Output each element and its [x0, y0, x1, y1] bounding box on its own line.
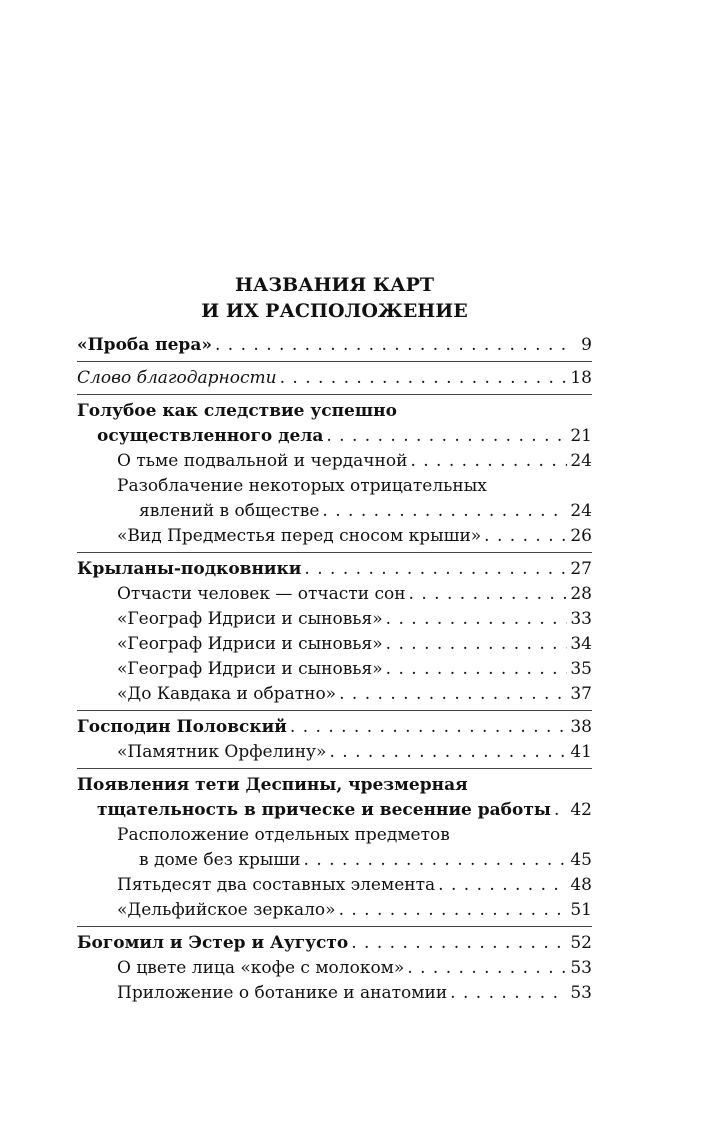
toc-entry-page: 18 — [570, 368, 592, 388]
dot-leader — [215, 333, 567, 358]
toc-entry[interactable] — [77, 715, 592, 740]
dot-leader — [438, 873, 567, 898]
toc-entry-label: «Географ Идриси и сыновья» — [117, 609, 383, 629]
toc-entry[interactable] — [77, 682, 592, 707]
toc-entry-label: Господин Половский — [77, 717, 287, 737]
toc-entry-page: 38 — [570, 717, 592, 737]
toc-entry-label: Слово благодарности — [77, 368, 277, 388]
dot-leader — [280, 366, 567, 391]
toc-entry-page: 35 — [570, 659, 592, 679]
group-divider — [77, 361, 592, 362]
toc-entry[interactable] — [77, 898, 592, 923]
toc-entry[interactable] — [77, 931, 592, 956]
toc-entry[interactable] — [77, 524, 592, 549]
toc-entry-page: 33 — [570, 609, 592, 629]
dot-leader — [339, 682, 567, 707]
dot-leader — [409, 582, 567, 607]
toc-entry-label: Приложение о ботанике и анатомии — [117, 983, 448, 1003]
toc-entry[interactable] — [77, 848, 592, 873]
toc-group-polovsky — [77, 715, 592, 765]
toc-entry[interactable] — [77, 740, 592, 765]
dot-leader — [484, 524, 567, 549]
toc-entry-page: 28 — [570, 584, 592, 604]
toc-title — [77, 272, 592, 324]
toc-entry[interactable] — [77, 557, 592, 582]
toc-entry-label: Пятьдесят два составных элемента — [117, 875, 436, 895]
toc-entry-page: 53 — [570, 983, 592, 1003]
toc-entry-page: 45 — [570, 850, 592, 870]
toc-entry-label: «Географ Идриси и сыновья» — [117, 659, 383, 679]
group-divider — [77, 552, 592, 553]
dot-leader — [326, 424, 567, 449]
dot-leader — [386, 607, 567, 632]
toc-entry-label: О цвете лица «кофе с молоком» — [117, 958, 405, 978]
toc-entry-label: Крыланы-подковники — [77, 559, 302, 579]
dot-leader — [407, 956, 567, 981]
toc-group-goluboe — [77, 399, 592, 549]
toc-entry-label: «Вид Предместья перед сносом крыши» — [117, 526, 482, 546]
toc-entry-page: 51 — [570, 900, 592, 920]
toc-entry[interactable] — [77, 798, 592, 823]
toc-entry-label: Богомил и Эстер и Аугусто — [77, 933, 349, 953]
toc-entry-page: 24 — [570, 451, 592, 471]
toc-entry-label: Отчасти человек — отчасти сон — [117, 584, 406, 604]
dot-leader — [329, 740, 567, 765]
toc-entry[interactable] — [77, 873, 592, 898]
toc-entry[interactable] — [77, 449, 592, 474]
toc-entry[interactable] — [77, 424, 592, 449]
toc-entry-page: 21 — [570, 426, 592, 446]
toc-entry[interactable] — [77, 333, 592, 358]
toc-entry[interactable] — [77, 607, 592, 632]
toc-entry-page: 41 — [570, 742, 592, 762]
toc-entry[interactable] — [77, 956, 592, 981]
toc-entry-page: 26 — [570, 526, 592, 546]
toc-entry-label-line[interactable]: Разоблачение некоторых отрицательных — [117, 476, 487, 496]
toc-entry-label: осуществленного дела — [97, 426, 324, 446]
toc-entry-page: 53 — [570, 958, 592, 978]
group-divider — [77, 926, 592, 927]
toc-entry[interactable] — [77, 981, 592, 1006]
dot-leader — [410, 449, 567, 474]
toc-entry-page: 34 — [570, 634, 592, 654]
group-divider — [77, 394, 592, 395]
dot-leader — [554, 798, 567, 823]
dot-leader — [304, 557, 567, 582]
toc-entry[interactable] — [77, 632, 592, 657]
toc-entry[interactable] — [77, 499, 592, 524]
toc-entry-page: 42 — [570, 800, 592, 820]
toc-entry-label-line[interactable]: Расположение отдельных предметов — [117, 825, 450, 845]
toc-entry-label: «Памятник Орфелину» — [117, 742, 327, 762]
toc-entry-label: явлений в обществе — [139, 501, 320, 521]
toc-group-bogomil — [77, 931, 592, 1006]
dot-leader — [386, 657, 567, 682]
dot-leader — [450, 981, 567, 1006]
toc-entry-page: 9 — [581, 335, 592, 355]
toc-entry-label: «Дельфийское зеркало» — [117, 900, 336, 920]
toc-entry-page: 48 — [570, 875, 592, 895]
dot-leader — [351, 931, 567, 956]
toc-entry-label: тщательность в прическе и весенние работы — [97, 800, 551, 820]
toc-entry-label-line[interactable]: Голубое как следствие успешно — [77, 401, 397, 421]
group-divider — [77, 710, 592, 711]
dot-leader — [322, 499, 567, 524]
dot-leader — [339, 898, 567, 923]
toc-entry-page: 52 — [570, 933, 592, 953]
toc-group-despina — [77, 773, 592, 923]
toc-entry-label: «До Кавдака и обратно» — [117, 684, 337, 704]
toc-entry-label: «Проба пера» — [77, 335, 212, 355]
toc-page — [77, 272, 592, 1006]
dot-leader — [304, 848, 567, 873]
toc-entry-label: в доме без крыши — [139, 850, 301, 870]
toc-group-proba-pera — [77, 333, 592, 358]
toc-entry[interactable] — [77, 582, 592, 607]
toc-entry-label: О тьме подвальной и чердачной — [117, 451, 408, 471]
toc-entry-label: «Географ Идриси и сыновья» — [117, 634, 383, 654]
toc-group-krylany — [77, 557, 592, 707]
toc-title-line-2: И ИХ РАСПОЛОЖЕНИЕ — [201, 300, 468, 322]
toc-entry-page: 27 — [570, 559, 592, 579]
toc-entry-page: 37 — [570, 684, 592, 704]
group-divider — [77, 768, 592, 769]
toc-title-line-1: НАЗВАНИЯ КАРТ — [234, 274, 435, 296]
toc-entry-page: 24 — [570, 501, 592, 521]
dot-leader — [386, 632, 567, 657]
toc-group-slovo — [77, 366, 592, 391]
dot-leader — [290, 715, 567, 740]
toc-entry-label-line[interactable]: Появления тети Деспины, чрезмерная — [77, 775, 468, 795]
toc-entry[interactable] — [77, 657, 592, 682]
toc-entry[interactable] — [77, 366, 592, 391]
